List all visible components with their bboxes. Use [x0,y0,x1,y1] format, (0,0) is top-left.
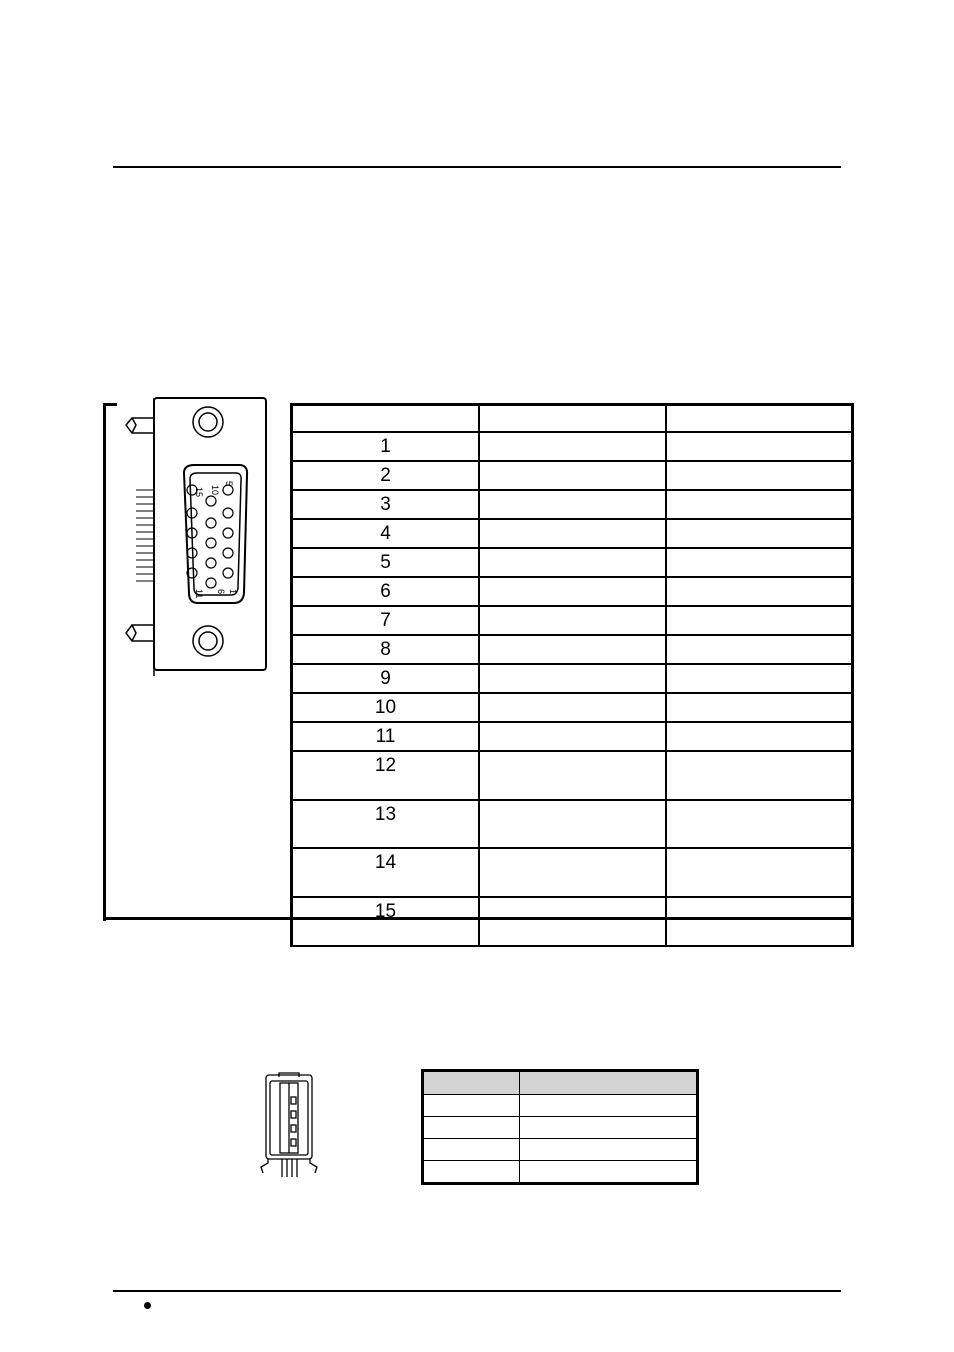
pin-label: 11 [194,589,204,599]
frame-left [103,403,106,921]
table-row [292,461,853,490]
header-cell [666,405,853,433]
table-row [292,722,853,751]
pin-number: 12 [292,751,480,800]
table-row [292,606,853,635]
pin-number: 7 [292,606,480,635]
pin-number: 15 [292,897,480,946]
table-row [292,519,853,548]
header-cell [479,405,666,433]
pin-number: 11 [292,722,480,751]
pin-number: 1 [292,432,480,461]
pin-number: 13 [292,800,480,849]
vga-table-header [292,405,853,433]
table-row [292,751,853,800]
table-row [423,1139,698,1161]
table-row [292,897,853,946]
pin-number: 3 [292,490,480,519]
pin-number: 8 [292,635,480,664]
pin-number: 4 [292,519,480,548]
pin-number: 5 [292,548,480,577]
header-cell [292,405,480,433]
pin-number: 14 [292,848,480,897]
table-row [292,577,853,606]
vga-pin-table [290,403,854,947]
usb-table-header [423,1071,698,1095]
usb-connector-icon [258,1071,320,1179]
table-row [292,664,853,693]
vga-connector-icon [114,393,274,678]
table-row [292,693,853,722]
table-row [423,1117,698,1139]
usb-pin-table [421,1069,699,1185]
table-row [292,432,853,461]
pin-label: 6 [216,589,226,595]
table-row [292,848,853,897]
pin-label: 15 [194,487,204,498]
table-row [292,800,853,849]
footer-bullet [144,1302,151,1309]
pin-label: 1 [228,589,238,595]
pin-number: 2 [292,461,480,490]
pin-label: 10 [210,485,220,496]
table-row [292,548,853,577]
pin-number: 9 [292,664,480,693]
table-row [423,1161,698,1184]
table-row [292,635,853,664]
header-rule [113,166,841,168]
table-row [292,490,853,519]
pin-number: 6 [292,577,480,606]
table-row [423,1095,698,1117]
pin-label: 5 [224,481,234,487]
footer-rule [113,1290,841,1292]
pin-number: 10 [292,693,480,722]
